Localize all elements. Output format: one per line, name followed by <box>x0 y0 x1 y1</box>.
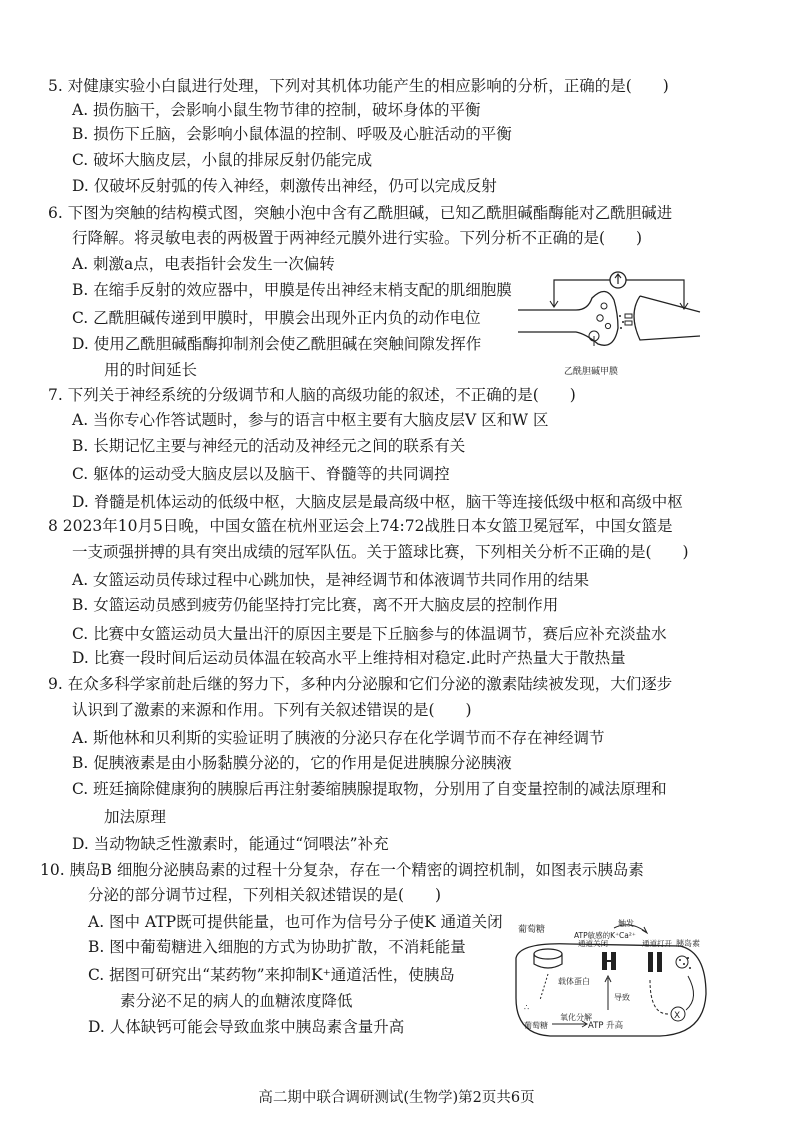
x-mark: X <box>674 1011 681 1021</box>
q5-option-c: C. 破坏大脑皮层，小鼠的排尿反射仍能完成 <box>72 151 373 169</box>
q10-option-a: A. 图中 ATP既可提供能量，也可作为信号分子使K 通道关闭 <box>88 913 503 931</box>
q8-option-b: B. 女篮运动员感到疲劳仍能坚持打完比赛，离不开大脑皮层的控制作用 <box>72 596 559 614</box>
atp-channel-label: ATP敏感的K⁺Ca²⁺ <box>574 931 636 940</box>
synapse-caption: 乙酰胆碱甲膜 <box>564 367 619 377</box>
q10-option-d: D. 人体缺钙可能会导致血浆中胰岛素含量升高 <box>88 1018 405 1036</box>
q10-option-b: B. 图中葡萄糖进入细胞的方式为协助扩散，不消耗能量 <box>88 938 466 956</box>
carrier-label: 载体蛋白 <box>558 977 590 986</box>
channel-open-label: 通道打开 <box>642 939 672 948</box>
q10-stem-line2: 分泌的部分调节过程，下列相关叙述错误的是( ) <box>88 886 442 904</box>
q6-option-a: A. 刺激a点，电表指针会发生一次偏转 <box>72 255 335 273</box>
q6-stem-line1: 6. 下图为突触的结构模式图，突触小泡中含有乙酰胆碱，已知乙酰胆碱酯酶能对乙酰胆碱进 <box>48 204 673 222</box>
q10-option-c: C. 据图可研究出“某药物”来抑制K⁺通道活性，使胰岛 <box>88 966 455 984</box>
q8-stem-line2: 一支顽强拼搏的具有突出成绩的冠军队伍。关于篮球比赛，下列相关分析不正确的是( ) <box>72 543 689 561</box>
q7-stem: 7. 下列关于神经系统的分级调节和人脑的高级功能的叙述，不正确的是( ) <box>48 386 576 404</box>
q6-option-c: C. 乙酰胆碱传递到甲膜时，甲膜会出现外正内负的动作电位 <box>72 309 481 327</box>
q9-option-a: A. 斯他林和贝利斯的实验证明了胰液的分泌只存在化学调节而不存在神经调节 <box>72 729 605 747</box>
trigger-label: 触发 <box>618 919 634 928</box>
q7-option-b: B. 长期记忆主要与神经元的活动及神经元之间的联系有关 <box>72 437 466 455</box>
q8-option-d: D. 比赛一段时间后运动员体温在较高水平上维持相对稳定.此时产热量大于散热量 <box>72 649 626 667</box>
q8-option-a: A. 女篮运动员传球过程中心跳加快，是神经调节和体液调节共同作用的结果 <box>72 571 590 589</box>
dots-icon: ∴ <box>524 1003 530 1012</box>
q5-stem: 5. 对健康实验小白鼠进行处理，下列对其机体功能产生的相应影响的分析，正确的是( ) <box>48 77 669 95</box>
insulin-secretion-diagram <box>510 918 710 1040</box>
q8-stem-line1: 8 2023年10月5日晚，中国女篮在杭州亚运会上74:72战胜日本女篮卫冕冠军，中国女篮是 <box>48 517 673 535</box>
q6-option-d: D. 使用乙酰胆碱酯酶抑制剂会使乙酰胆碱在突触间隙发挥作 <box>72 335 482 353</box>
channel-close-label: 通道关闭 <box>578 939 608 948</box>
glucose-top-label: 葡萄糖 <box>518 925 546 935</box>
q6-stem-line2: 行降解。将灵敏电表的两极置于两神经元膜外进行实验。下列分析不正确的是( ) <box>72 229 643 247</box>
digest-label: 氧化分解 <box>560 1013 592 1022</box>
glucose-inside-label: 葡萄糖 <box>524 1021 548 1030</box>
insulin-label: 胰岛素 <box>676 939 700 948</box>
q5-option-d: D. 仅破坏反射弧的传入神经，刺激传出神经，仍可以完成反射 <box>72 177 497 195</box>
q5-option-a: A. 损伤脑干，会影响小鼠生物节律的控制，破坏身体的平衡 <box>72 101 481 119</box>
q6-option-b: B. 在缩手反射的效应器中，甲膜是传出神经末梢支配的肌细胞膜 <box>72 281 512 299</box>
q9-stem-line1: 9. 在众多科学家前赴后继的努力下，多种内分泌腺和它们分泌的激素陆续被发现，大们逐步 <box>48 675 673 693</box>
atp-rise-label: ATP 升高 <box>588 1021 624 1031</box>
q7-option-d: D. 脊髓是机体运动的低级中枢，大脑皮层是最高级中枢，脑干等连接低级中枢和高级中枢 <box>72 493 683 511</box>
q9-option-c-cont: 加法原理 <box>104 808 167 826</box>
q10-option-c-cont: 素分泌不足的病人的血糖浓度降低 <box>120 992 353 1010</box>
q9-option-b: B. 促胰液素是由小肠黏膜分泌的，它的作用是促进胰腺分泌胰液 <box>72 754 512 772</box>
q7-option-c: C. 躯体的运动受大脑皮层以及脑干、脊髓等的共同调控 <box>72 465 450 483</box>
q9-option-d: D. 当动物缺乏性激素时，能通过“饲喂法”补充 <box>72 835 389 853</box>
q9-stem-line2: 认识到了激素的来源和作用。下列有关叙述错误的是( ) <box>72 701 472 719</box>
q9-option-c: C. 班廷摘除健康狗的胰腺后再注射萎缩胰腺提取物，分别用了自变量控制的减法原理和 <box>72 780 667 798</box>
q7-option-a: A. 当你专心作答试题时，参与的语言中枢主要有大脑皮层V 区和W 区 <box>72 411 549 429</box>
q10-stem-line1: 10. 胰岛B 细胞分泌胰岛素的过程十分复杂，存在一个精密的调控机制，如图表示胰岛素 <box>40 861 644 879</box>
synapse-diagram <box>514 270 704 378</box>
page-footer: 高二期中联合调研测试(生物学)第2页共6页 <box>258 1090 535 1106</box>
cause-label: 导致 <box>614 993 630 1002</box>
q8-option-c: C. 比赛中女篮运动员大量出汗的原因主要是下丘脑参与的体温调节，赛后应补充淡盐水 <box>72 625 667 643</box>
q5-option-b: B. 损伤下丘脑，会影响小鼠体温的控制、呼吸及心脏活动的平衡 <box>72 125 512 143</box>
q6-option-d-cont: 用的时间延长 <box>104 361 198 379</box>
